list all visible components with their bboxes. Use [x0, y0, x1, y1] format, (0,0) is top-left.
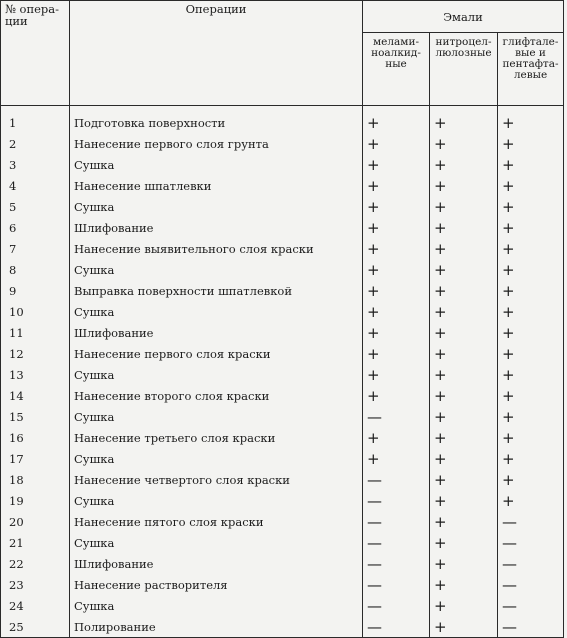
table-row: [1, 322, 564, 343]
glyphtal-pentaphtal-mark: +: [498, 490, 564, 511]
operation-name-cell: Подготовка поверхности: [70, 106, 363, 134]
glyphtal-pentaphtal-mark: —: [498, 616, 564, 638]
glyphtal-pentaphtal-mark: —: [498, 532, 564, 553]
nitrocellulose-mark: +: [430, 406, 498, 427]
table-row: [1, 385, 564, 406]
melamine-alkyd-mark: —: [363, 406, 430, 427]
nitrocellulose-mark: +: [430, 511, 498, 532]
glyphtal-pentaphtal-mark: +: [498, 322, 564, 343]
melamine-alkyd-mark: —: [363, 574, 430, 595]
operation-number-cell: 1: [1, 106, 70, 134]
nitrocellulose-mark: +: [430, 490, 498, 511]
glyphtal-pentaphtal-mark: +: [498, 343, 564, 364]
operation-name-cell: Сушка: [70, 448, 363, 469]
melamine-alkyd-mark: +: [363, 217, 430, 238]
glyphtal-pentaphtal-mark: +: [498, 385, 564, 406]
operation-number-cell: 18: [1, 469, 70, 490]
table-body: [1, 106, 564, 638]
melamine-alkyd-mark: +: [363, 322, 430, 343]
melamine-alkyd-mark: +: [363, 175, 430, 196]
glyphtal-pentaphtal-mark: +: [498, 154, 564, 175]
nitrocellulose-mark: +: [430, 280, 498, 301]
operation-number-cell: 20: [1, 511, 70, 532]
operation-number-cell: 24: [1, 595, 70, 616]
operation-name-cell: Сушка: [70, 532, 363, 553]
header-melamine-alkyd: [363, 33, 430, 106]
operation-name-cell: Сушка: [70, 406, 363, 427]
operation-number-cell: 23: [1, 574, 70, 595]
nitrocellulose-mark: +: [430, 532, 498, 553]
table-row: [1, 574, 564, 595]
melamine-alkyd-mark: +: [363, 154, 430, 175]
operation-number-cell: 12: [1, 343, 70, 364]
operation-name-cell: Сушка: [70, 259, 363, 280]
nitrocellulose-mark: +: [430, 196, 498, 217]
table-row: [1, 490, 564, 511]
table-row: [1, 406, 564, 427]
header-enamels: Эмали: [363, 1, 564, 33]
glyphtal-pentaphtal-mark: +: [498, 238, 564, 259]
operation-name-cell: Полирование: [70, 616, 363, 638]
table-row: [1, 301, 564, 322]
glyphtal-pentaphtal-mark: +: [498, 301, 564, 322]
melamine-alkyd-mark: —: [363, 490, 430, 511]
glyphtal-pentaphtal-mark: —: [498, 553, 564, 574]
header-glyphtal-pentaphtal-text: глифтале- вые и пентафта- левые: [502, 36, 559, 81]
melamine-alkyd-mark: +: [363, 343, 430, 364]
operation-name-cell: Шлифование: [70, 553, 363, 574]
operation-number-cell: 7: [1, 238, 70, 259]
operation-number-cell: 14: [1, 385, 70, 406]
nitrocellulose-mark: +: [430, 553, 498, 574]
melamine-alkyd-mark: +: [363, 280, 430, 301]
operation-name-cell: Выправка поверхности шпатлевкой: [70, 280, 363, 301]
operation-number-cell: 4: [1, 175, 70, 196]
operation-name-cell: Шлифование: [70, 322, 363, 343]
operation-name-cell: Нанесение второго слоя краски: [70, 385, 363, 406]
operation-name-cell: Сушка: [70, 154, 363, 175]
operation-number-cell: 21: [1, 532, 70, 553]
melamine-alkyd-mark: —: [363, 616, 430, 638]
nitrocellulose-mark: +: [430, 427, 498, 448]
melamine-alkyd-mark: —: [363, 595, 430, 616]
nitrocellulose-mark: +: [430, 469, 498, 490]
operation-number-cell: 22: [1, 553, 70, 574]
operation-name-cell: Нанесение пятого слоя краски: [70, 511, 363, 532]
melamine-alkyd-mark: +: [363, 427, 430, 448]
operation-name-cell: Сушка: [70, 490, 363, 511]
table-row: [1, 553, 564, 574]
melamine-alkyd-mark: +: [363, 385, 430, 406]
melamine-alkyd-mark: +: [363, 238, 430, 259]
glyphtal-pentaphtal-mark: +: [498, 469, 564, 490]
table-row: [1, 343, 564, 364]
nitrocellulose-mark: +: [430, 616, 498, 638]
table-row: [1, 427, 564, 448]
glyphtal-pentaphtal-mark: —: [498, 574, 564, 595]
melamine-alkyd-mark: —: [363, 511, 430, 532]
melamine-alkyd-mark: —: [363, 469, 430, 490]
operation-number-cell: 19: [1, 490, 70, 511]
table-row: [1, 259, 564, 280]
table-row: [1, 280, 564, 301]
operation-number-cell: 10: [1, 301, 70, 322]
glyphtal-pentaphtal-mark: —: [498, 595, 564, 616]
table-row: [1, 448, 564, 469]
operation-name-cell: Шлифование: [70, 217, 363, 238]
header-glyphtal-pentaphtal: [498, 33, 564, 106]
melamine-alkyd-mark: +: [363, 133, 430, 154]
header-operation-number: [1, 1, 70, 106]
operation-name-cell: Сушка: [70, 595, 363, 616]
glyphtal-pentaphtal-mark: +: [498, 280, 564, 301]
nitrocellulose-mark: +: [430, 595, 498, 616]
melamine-alkyd-mark: +: [363, 448, 430, 469]
table-row: [1, 238, 564, 259]
glyphtal-pentaphtal-mark: +: [498, 133, 564, 154]
melamine-alkyd-mark: +: [363, 196, 430, 217]
operation-name-cell: Сушка: [70, 301, 363, 322]
operation-number-cell: 11: [1, 322, 70, 343]
nitrocellulose-mark: +: [430, 238, 498, 259]
melamine-alkyd-mark: —: [363, 532, 430, 553]
operation-name-cell: Нанесение первого слоя краски: [70, 343, 363, 364]
melamine-alkyd-mark: +: [363, 364, 430, 385]
table-row: [1, 595, 564, 616]
glyphtal-pentaphtal-mark: +: [498, 217, 564, 238]
header-melamine-alkyd-text: мелами- ноалкид- ные: [371, 36, 421, 70]
operation-name-cell: Сушка: [70, 196, 363, 217]
header-operations: Операции: [70, 1, 363, 106]
header-nitrocellulose: [430, 33, 498, 106]
header-nitrocellulose-text: нитроцел- люлозные: [435, 36, 492, 59]
nitrocellulose-mark: +: [430, 133, 498, 154]
operation-number-cell: 6: [1, 217, 70, 238]
nitrocellulose-mark: +: [430, 364, 498, 385]
nitrocellulose-mark: +: [430, 259, 498, 280]
operation-name-cell: Сушка: [70, 364, 363, 385]
nitrocellulose-mark: +: [430, 301, 498, 322]
operation-number-cell: 15: [1, 406, 70, 427]
operation-number-cell: 13: [1, 364, 70, 385]
table-row: [1, 196, 564, 217]
operation-name-cell: Нанесение растворителя: [70, 574, 363, 595]
melamine-alkyd-mark: +: [363, 259, 430, 280]
nitrocellulose-mark: +: [430, 154, 498, 175]
operation-name-cell: Нанесение третьего слоя краски: [70, 427, 363, 448]
table-row: [1, 532, 564, 553]
table-row: [1, 175, 564, 196]
operation-name-cell: Нанесение шпатлевки: [70, 175, 363, 196]
nitrocellulose-mark: +: [430, 448, 498, 469]
operation-name-cell: Нанесение четвертого слоя краски: [70, 469, 363, 490]
glyphtal-pentaphtal-mark: +: [498, 259, 564, 280]
nitrocellulose-mark: +: [430, 574, 498, 595]
glyphtal-pentaphtal-mark: +: [498, 427, 564, 448]
table-row: [1, 511, 564, 532]
nitrocellulose-mark: +: [430, 217, 498, 238]
glyphtal-pentaphtal-mark: +: [498, 106, 564, 134]
table-row: [1, 364, 564, 385]
nitrocellulose-mark: +: [430, 343, 498, 364]
operation-number-cell: 17: [1, 448, 70, 469]
operation-name-cell: Нанесение выявительного слоя краски: [70, 238, 363, 259]
nitrocellulose-mark: +: [430, 322, 498, 343]
glyphtal-pentaphtal-mark: +: [498, 364, 564, 385]
melamine-alkyd-mark: +: [363, 301, 430, 322]
glyphtal-pentaphtal-mark: +: [498, 448, 564, 469]
nitrocellulose-mark: +: [430, 175, 498, 196]
operation-number-cell: 9: [1, 280, 70, 301]
operation-number-cell: 2: [1, 133, 70, 154]
operation-number-cell: 3: [1, 154, 70, 175]
operation-number-cell: 8: [1, 259, 70, 280]
nitrocellulose-mark: +: [430, 385, 498, 406]
table-row: [1, 217, 564, 238]
operation-number-cell: 16: [1, 427, 70, 448]
header-operation-number-text: № опера- ции: [5, 2, 60, 28]
glyphtal-pentaphtal-mark: +: [498, 196, 564, 217]
operation-number-cell: 25: [1, 616, 70, 638]
table-row: [1, 469, 564, 490]
melamine-alkyd-mark: +: [363, 106, 430, 134]
table-row: [1, 106, 564, 134]
table-row: [1, 133, 564, 154]
operation-name-cell: Нанесение первого слоя грунта: [70, 133, 363, 154]
nitrocellulose-mark: +: [430, 106, 498, 134]
melamine-alkyd-mark: —: [363, 553, 430, 574]
table-row: [1, 154, 564, 175]
operation-number-cell: 5: [1, 196, 70, 217]
glyphtal-pentaphtal-mark: +: [498, 406, 564, 427]
glyphtal-pentaphtal-mark: +: [498, 175, 564, 196]
glyphtal-pentaphtal-mark: —: [498, 511, 564, 532]
